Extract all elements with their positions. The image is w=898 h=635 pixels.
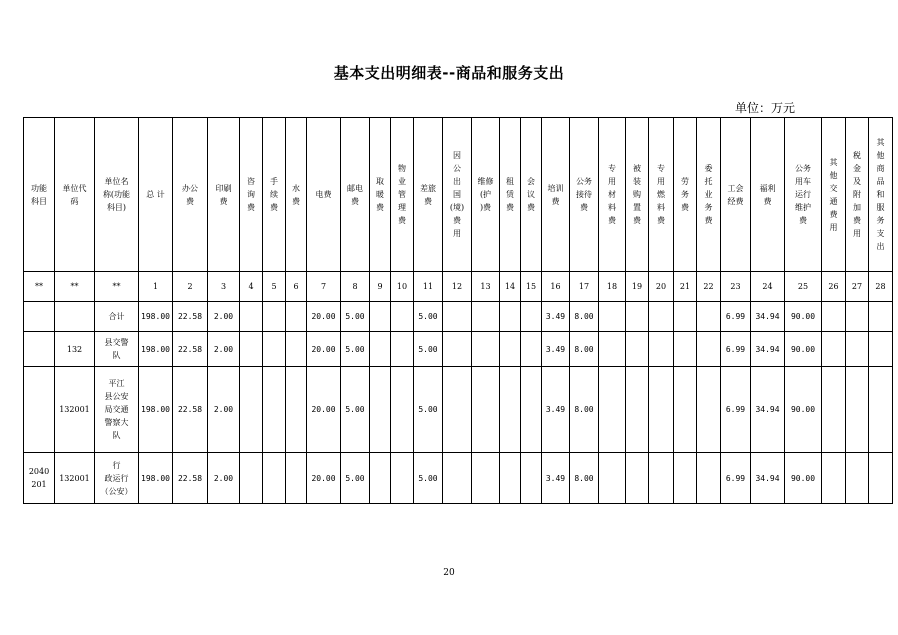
column-header-text: 税 金 及 附 加 费 用 — [853, 151, 861, 238]
table-cell-labor — [674, 302, 697, 332]
column-header-text: 单位名 称(功能 科目) — [102, 177, 131, 212]
index-cell: 26 — [822, 272, 846, 302]
column-header — [649, 118, 674, 272]
table-cell-transport — [822, 332, 846, 367]
table-cell-material — [599, 367, 626, 453]
table-cell-transport — [822, 367, 846, 453]
table-cell-electric: 20.00 — [307, 332, 341, 367]
table-cell-name: 县交警 队 — [95, 332, 139, 367]
table-cell-heating — [370, 367, 391, 453]
column-header — [443, 118, 472, 272]
table-cell-union: 6.99 — [721, 453, 751, 504]
index-cell: 18 — [599, 272, 626, 302]
table-cell-welfare: 34.94 — [751, 332, 785, 367]
column-header-text: 福利 费 — [759, 183, 776, 206]
index-cell: ** — [95, 272, 139, 302]
column-header-text: 维修 (护 )费 — [477, 177, 494, 212]
table-row — [24, 367, 893, 453]
table-cell-entrust — [697, 302, 721, 332]
index-cell: 24 — [751, 272, 785, 302]
table-cell-labor — [674, 453, 697, 504]
column-header — [570, 118, 599, 272]
index-cell: 22 — [697, 272, 721, 302]
column-header — [414, 118, 443, 272]
index-cell: 3 — [208, 272, 240, 302]
table-cell-code: 132001 — [55, 453, 95, 504]
table-cell-func — [24, 367, 55, 453]
table-cell-travel: 5.00 — [414, 302, 443, 332]
table-cell-meeting — [521, 453, 542, 504]
table-cell-consult — [240, 367, 263, 453]
index-cell: ** — [55, 272, 95, 302]
column-header-text: 会 议 费 — [527, 177, 535, 212]
column-header — [139, 118, 173, 272]
table-cell-training: 3.49 — [542, 453, 570, 504]
table-cell-print: 2.00 — [208, 302, 240, 332]
table-cell-uniform — [626, 332, 649, 367]
table-cell-tax — [846, 367, 869, 453]
table-cell-transport — [822, 453, 846, 504]
unit-label: 单位：万元 — [735, 101, 796, 115]
column-header-text: 印刷 费 — [215, 183, 232, 206]
table-cell-travel: 5.00 — [414, 453, 443, 504]
column-header-text: 总 计 — [146, 190, 165, 199]
table-cell-fee — [263, 367, 286, 453]
table-cell-other — [869, 302, 893, 332]
table-cell-print: 2.00 — [208, 332, 240, 367]
column-header — [307, 118, 341, 272]
column-header-text: 培训 费 — [547, 183, 564, 206]
index-cell: 25 — [785, 272, 822, 302]
table-cell-heating — [370, 302, 391, 332]
table-cell-meeting — [521, 367, 542, 453]
table-cell-code — [55, 302, 95, 332]
table-cell-tax — [846, 453, 869, 504]
table-cell-electric: 20.00 — [307, 302, 341, 332]
table-cell-post: 5.00 — [341, 453, 370, 504]
table-cell-rent — [500, 367, 521, 453]
column-header — [472, 118, 500, 272]
table-cell-func — [24, 332, 55, 367]
page-number: 20 — [443, 568, 455, 578]
table-cell-rent — [500, 332, 521, 367]
table-cell-entrust — [697, 332, 721, 367]
table-cell-reception: 8.00 — [570, 302, 599, 332]
table-cell-travel: 5.00 — [414, 332, 443, 367]
table-cell-uniform — [626, 367, 649, 453]
table-cell-welfare: 34.94 — [751, 302, 785, 332]
column-header — [24, 118, 55, 272]
column-header-text: 因 公 出 国 (境) 费 用 — [449, 151, 465, 238]
table-cell-repair — [472, 332, 500, 367]
table-cell-fee — [263, 302, 286, 332]
table-cell-entrust — [697, 453, 721, 504]
table-cell-tax — [846, 332, 869, 367]
column-header-text: 其 他 交 通 费 用 — [829, 157, 838, 232]
table-cell-consult — [240, 332, 263, 367]
index-cell: 19 — [626, 272, 649, 302]
table-cell-name: 合计 — [95, 302, 139, 332]
table-cell-reception: 8.00 — [570, 332, 599, 367]
table-cell-name: 平江 县公安 局交通 警察大 队 — [95, 367, 139, 453]
table-cell-rent — [500, 302, 521, 332]
column-header — [674, 118, 697, 272]
table-cell-fuel — [649, 453, 674, 504]
column-header — [370, 118, 391, 272]
table-cell-welfare: 34.94 — [751, 453, 785, 504]
index-cell: 2 — [173, 272, 208, 302]
table-cell-property — [391, 367, 414, 453]
table-cell-repair — [472, 453, 500, 504]
table-cell-post: 5.00 — [341, 332, 370, 367]
column-header — [55, 118, 95, 272]
column-header — [751, 118, 785, 272]
column-header — [697, 118, 721, 272]
table-cell-transport — [822, 302, 846, 332]
table-cell-fuel — [649, 332, 674, 367]
column-header-text: 咨 询 费 — [247, 177, 255, 212]
table-cell-car: 90.00 — [785, 332, 822, 367]
page-title: 基本支出明细表--商品和服务支出 — [333, 64, 565, 82]
table-cell-training: 3.49 — [542, 367, 570, 453]
table-cell-reception: 8.00 — [570, 367, 599, 453]
column-header-text: 租 赁 费 — [506, 177, 514, 212]
index-cell: 13 — [472, 272, 500, 302]
index-cell: 5 — [263, 272, 286, 302]
table-cell-consult — [240, 453, 263, 504]
index-cell: 20 — [649, 272, 674, 302]
table-cell-meeting — [521, 302, 542, 332]
column-header-text: 水 费 — [292, 183, 300, 206]
column-header-text: 专 用 燃 料 费 — [657, 164, 665, 225]
index-cell: 28 — [869, 272, 893, 302]
table-cell-travel: 5.00 — [414, 367, 443, 453]
table-cell-union: 6.99 — [721, 332, 751, 367]
table-cell-total: 198.00 — [139, 367, 173, 453]
column-header — [391, 118, 414, 272]
table-cell-print: 2.00 — [208, 453, 240, 504]
column-header — [869, 118, 893, 272]
table-cell-material — [599, 302, 626, 332]
table-cell-labor — [674, 367, 697, 453]
column-header-text: 取 暖 费 — [376, 177, 384, 212]
table-cell-water — [286, 453, 307, 504]
table-row — [24, 302, 893, 332]
column-header — [95, 118, 139, 272]
index-cell: 7 — [307, 272, 341, 302]
table-cell-code: 132 — [55, 332, 95, 367]
column-header-text: 邮电 费 — [347, 183, 363, 206]
table-cell-heating — [370, 453, 391, 504]
column-header-text: 差旅 费 — [420, 183, 436, 206]
table-cell-water — [286, 367, 307, 453]
table-cell-print: 2.00 — [208, 367, 240, 453]
table-cell-code: 132001 — [55, 367, 95, 453]
table-row — [24, 453, 893, 504]
table-cell-property — [391, 302, 414, 332]
table-cell-training: 3.49 — [542, 302, 570, 332]
index-cell: 4 — [240, 272, 263, 302]
table-cell-tax — [846, 302, 869, 332]
table-cell-property — [391, 332, 414, 367]
table-cell-func — [24, 302, 55, 332]
table-cell-water — [286, 332, 307, 367]
table-cell-office: 22.58 — [173, 302, 208, 332]
column-header — [721, 118, 751, 272]
column-header-text: 物 业 管 理 费 — [398, 164, 406, 225]
column-header — [521, 118, 542, 272]
column-header — [599, 118, 626, 272]
index-cell: 10 — [391, 272, 414, 302]
column-header-text: 公务 用车 运行 维护 费 — [795, 164, 811, 225]
column-header — [846, 118, 869, 272]
column-header — [542, 118, 570, 272]
table-cell-car: 90.00 — [785, 302, 822, 332]
index-cell: 27 — [846, 272, 869, 302]
column-header — [341, 118, 370, 272]
table-cell-property — [391, 453, 414, 504]
expense-table — [23, 117, 893, 504]
table-cell-labor — [674, 332, 697, 367]
column-header-text: 劳 务 费 — [681, 177, 689, 212]
table-cell-material — [599, 332, 626, 367]
table-cell-other — [869, 453, 893, 504]
table-cell-rent — [500, 453, 521, 504]
table-cell-union: 6.99 — [721, 302, 751, 332]
table-cell-office: 22.58 — [173, 453, 208, 504]
table-cell-fee — [263, 453, 286, 504]
table-cell-electric: 20.00 — [307, 367, 341, 453]
index-cell: 23 — [721, 272, 751, 302]
column-header — [785, 118, 822, 272]
column-header — [500, 118, 521, 272]
column-header-text: 手 续 费 — [270, 177, 278, 212]
column-header-text: 被 装 购 置 费 — [633, 164, 641, 225]
table-cell-fuel — [649, 302, 674, 332]
index-cell: 17 — [570, 272, 599, 302]
table-cell-post: 5.00 — [341, 302, 370, 332]
column-header — [822, 118, 846, 272]
column-header-text: 功能 科目 — [31, 183, 47, 206]
header-row — [24, 118, 893, 272]
table-cell-abroad — [443, 453, 472, 504]
column-header — [208, 118, 240, 272]
table-cell-office: 22.58 — [173, 367, 208, 453]
column-header-text: 单位代 码 — [62, 183, 87, 206]
index-cell: 14 — [500, 272, 521, 302]
table-cell-other — [869, 332, 893, 367]
index-cell: 1 — [139, 272, 173, 302]
column-header — [240, 118, 263, 272]
index-cell: 6 — [286, 272, 307, 302]
table-cell-fuel — [649, 367, 674, 453]
table-cell-meeting — [521, 332, 542, 367]
table-cell-abroad — [443, 367, 472, 453]
column-header-text: 其 他 商 品 和 服 务 支 出 — [876, 138, 885, 251]
table-cell-electric: 20.00 — [307, 453, 341, 504]
column-header-text: 工会 经费 — [727, 183, 744, 206]
column-header — [286, 118, 307, 272]
table-cell-training: 3.49 — [542, 332, 570, 367]
table-cell-uniform — [626, 453, 649, 504]
column-header — [626, 118, 649, 272]
table-cell-other — [869, 367, 893, 453]
table-cell-total: 198.00 — [139, 332, 173, 367]
index-cell: 15 — [521, 272, 542, 302]
index-cell: 11 — [414, 272, 443, 302]
table-cell-entrust — [697, 367, 721, 453]
table-cell-car: 90.00 — [785, 453, 822, 504]
column-header-text: 委 托 业 务 费 — [704, 164, 713, 225]
table-row — [24, 332, 893, 367]
column-header-text: 电费 — [315, 190, 332, 199]
table-cell-repair — [472, 367, 500, 453]
column-header-text: 公务 接待 费 — [576, 177, 592, 212]
index-cell: 21 — [674, 272, 697, 302]
index-cell: 12 — [443, 272, 472, 302]
table-cell-func: 2040 201 — [24, 453, 55, 504]
column-header — [173, 118, 208, 272]
index-cell: 9 — [370, 272, 391, 302]
table-cell-name: 行 政运行 （公安） — [95, 453, 139, 504]
table-cell-heating — [370, 332, 391, 367]
index-cell: ** — [24, 272, 55, 302]
table-cell-repair — [472, 302, 500, 332]
table-cell-abroad — [443, 332, 472, 367]
index-cell: 8 — [341, 272, 370, 302]
index-row — [24, 272, 893, 302]
column-header-text: 办公 费 — [182, 183, 198, 206]
column-header — [263, 118, 286, 272]
table-cell-uniform — [626, 302, 649, 332]
table-cell-abroad — [443, 302, 472, 332]
table-cell-office: 22.58 — [173, 332, 208, 367]
table-cell-reception: 8.00 — [570, 453, 599, 504]
table-cell-post: 5.00 — [341, 367, 370, 453]
table-cell-total: 198.00 — [139, 302, 173, 332]
table-cell-consult — [240, 302, 263, 332]
table-cell-material — [599, 453, 626, 504]
table-cell-union: 6.99 — [721, 367, 751, 453]
index-cell: 16 — [542, 272, 570, 302]
table-cell-fee — [263, 332, 286, 367]
table-cell-water — [286, 302, 307, 332]
table-cell-welfare: 34.94 — [751, 367, 785, 453]
table-cell-car: 90.00 — [785, 367, 822, 453]
column-header-text: 专 用 材 料 费 — [608, 164, 616, 225]
table-cell-total: 198.00 — [139, 453, 173, 504]
